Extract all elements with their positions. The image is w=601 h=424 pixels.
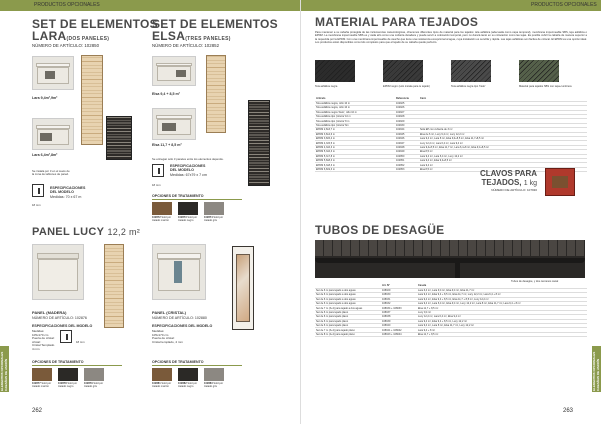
- lucy-madera-article: NÚMERO DE ARTÍCULO: 102876: [32, 316, 87, 320]
- side-tab-line: OPCIONALES: [591, 351, 596, 372]
- treatment-swatch: [178, 202, 198, 215]
- lucy-cristal-panel: [232, 246, 254, 330]
- col-header: Artículo: [315, 97, 395, 101]
- table-cell: 102949: [395, 150, 419, 154]
- table-cell: Tela asfáltica negra, rollo 10 m: [315, 101, 395, 105]
- side-tab: [592, 346, 601, 392]
- lucy-cristal-article: NÚMERO DE ARTÍCULO: 102880: [152, 316, 207, 320]
- lara-img2-label: Lara 6,4m²,8m²: [32, 153, 58, 157]
- side-tab-line: CABAÑAS: [3, 376, 8, 391]
- lucy-madera-panel: [104, 244, 124, 328]
- tubos-title: TUBOS DE DESAGÜE: [315, 223, 445, 237]
- swatch-code: 102882: [178, 382, 187, 385]
- table-cell: 102951: [395, 158, 419, 162]
- gutter-image: [315, 240, 585, 278]
- table-cell: EPDM 5,3x7,8 m: [315, 154, 395, 158]
- spec-line: 105x170 cm: [152, 332, 169, 337]
- table-cell: Lucy 12,2 m², Lara 6,4 m², Lara 9,4 m²: [419, 141, 587, 145]
- table-cell: 102926: [395, 106, 419, 110]
- table-cell: 102929: [395, 119, 419, 123]
- col-header: Referencia: [395, 97, 419, 101]
- table-cell: 108038: [381, 315, 417, 319]
- swatch-code: 102883: [204, 382, 213, 385]
- table-cell: 108029: [381, 288, 417, 292]
- elsa-title: [152, 18, 278, 45]
- table-cell: Lara 9,4 m², Lara 6,4 m², Lucy 12,2 m²: [419, 154, 587, 158]
- spec-line: cristal:: [32, 339, 41, 344]
- table-cell: Lara 9,4 m², Lara 8 m², Elsa 9,4+8,5 m², Elsa 11,7+8,5 m²: [419, 137, 587, 141]
- clavos-block: [457, 170, 537, 192]
- spec-line: Medidas:: [152, 329, 165, 333]
- lucy-options-title-2: OPCIONES DE TRATAMIENTO: [152, 360, 204, 364]
- clavos-title-1: CLAVOS PARA: [479, 169, 537, 178]
- elsa-article: NÚMERO DE ARTÍCULO: 102852: [152, 43, 220, 48]
- lara-note: Se instala por 3 en el suelo de la zona de tablones de pared.: [32, 169, 70, 177]
- lucy-cristal-title: PANEL (CRISTAL): [152, 310, 186, 315]
- lucy-madera-specs: [32, 330, 62, 352]
- table-cell: Set de 6 m para tejado a dos aguas: [315, 302, 381, 306]
- elsa-spec-value: Medidas: 67x79 x 7 cm: [170, 173, 207, 177]
- elsa-spec-title: ESPECIFICACIONES DEL MODELO: [170, 164, 206, 173]
- side-tab-line: CABAÑAS: [595, 376, 600, 391]
- elsa-img2-label: Elsa 11,7 + 8,5 m²: [152, 143, 182, 147]
- roof-material-swatch: [315, 60, 355, 82]
- roof-swatch-label: Material para tejados SBS con tapa-cumbrera: [519, 85, 572, 88]
- swatch-code: 102881: [152, 382, 161, 385]
- roof-material-swatch: [383, 60, 423, 82]
- lara-spec-title: ESPECIFICACIONES DEL MODELO: [50, 186, 86, 195]
- table-cell: Elsa de 6 m², Lucy 9,4 m², Lucy 12,2 m²: [419, 132, 587, 136]
- table-cell: Set de 6 m para tejado a dos aguas: [315, 297, 381, 301]
- table-cell: Lara 9,4 m², Lara 6,4 m², Elsa 9,4 m², Lucy 12,2 m², Lara 8 m², Elsa 11,7 m², Lara 9,4 + 8 m²: [417, 302, 587, 306]
- table-cell: 102953: [395, 167, 419, 171]
- panel-profile-icon: [152, 164, 164, 177]
- table-cell: Lara 6,4 m², Lara 9,4 m², Elsa 9,4 m², Elsa 11,7 m²: [417, 288, 587, 292]
- table-cell: 108031: [381, 297, 417, 301]
- table-cell: Lara 9,4 m², Lara 8 m², Elsa 11,7 m², Lucy 12,2 m²: [417, 324, 587, 328]
- roof-swatch-label: Tela asfáltica negra: [315, 85, 338, 88]
- swatch-code: 102874: [204, 216, 213, 219]
- table-cell: 102952: [395, 163, 419, 167]
- swatch-text: Sold por tratado negro: [178, 216, 198, 222]
- nail-box-image: [545, 168, 575, 196]
- table-cell: 102925: [395, 101, 419, 105]
- table-cell: Tela asfáltica tipo 'pizarra' 6m: [315, 123, 395, 127]
- table-cell: EPDM 4,3x6,3 m: [315, 145, 395, 149]
- elsa-dim: 18 mm: [152, 183, 161, 187]
- treatment-swatch: [152, 368, 172, 381]
- page-number: 262: [32, 408, 43, 414]
- roof-swatch-label: EPDM negro (solo instala para tu tejado): [383, 85, 430, 88]
- spec-line: 4 mm: [32, 346, 40, 351]
- lara-title: [32, 18, 158, 45]
- panel-profile-icon: [32, 184, 44, 197]
- swatch-text: Sold por tratado negro: [178, 382, 198, 388]
- elsa-img1-label: Elsa 9,4 + 8,5 m²: [152, 92, 180, 96]
- table-cell: EPDM 6,8x9,3 m: [315, 167, 395, 171]
- left-page: [0, 0, 300, 424]
- side-tab-line: OPCIONALES: [0, 351, 4, 372]
- swatch-code: 102877: [32, 382, 41, 385]
- swatch-text: Sold por tratado gris: [204, 382, 224, 388]
- spec-line: Cristal templado, 4 mm: [152, 339, 183, 344]
- swatch-label: [152, 216, 174, 222]
- table-cell: EPDM 3,8x5,4 m: [315, 137, 395, 141]
- table-cell: Lucy 12,2 m², Lara 6,4 m², Elsa 9,4 m²: [417, 315, 587, 319]
- table-cell: Tela asfáltica tipo 'pizarra' 8 m: [315, 119, 395, 123]
- lucy-madera-image: [32, 244, 84, 300]
- lucy-spec-title: ESPECIFICACIONES DEL MODELO: [32, 324, 93, 328]
- lara-house-image-2: [32, 118, 74, 150]
- roof-material-swatch: [519, 60, 559, 82]
- swatch-code: 102878: [58, 382, 67, 385]
- lucy-dim: 18 mm: [76, 340, 85, 344]
- table-cell: EPDM 5,8x8,3 m: [315, 158, 395, 162]
- treatment-swatch: [178, 368, 198, 381]
- table-cell: Set de 7 m (3+4) para tejado a dos aguas: [315, 306, 381, 310]
- table-cell: Elsa 11,7 + 8,5 m²: [417, 306, 587, 310]
- table-cell: Tela asfáltica negra 'hielo', rollo 10 m: [315, 110, 395, 114]
- right-page: [300, 0, 600, 424]
- roofing-table: [315, 97, 587, 172]
- material-intro: Para mantener a su cabaña protegida de las inclemencias meteorológicas, ofrecemos diferentes tipos de material para los tejados: tela asfáltica (adecuada como capa temporal), membrana impermeable SBS, teja asfáltica o EPDM. La membrana impermeable SBS es y cada año como una cubierta duradera y puede servir a colocación temporal, pero no durará tanto en su colocación como las tejas. Es posible cubrir la cabaña de manera superior a la requerida por la EPDM. Con una membrana impermeable de caucho que tiene una resistencia excepcional al agua, cuya instalación es sencilla y rápida. Las tejas asfálticas son fáciles de colocar. El EPDM es una opción ideal. Los productos están disponibles como kits completos para que el tejado de su cabaña quede perfecto.: [315, 31, 587, 44]
- tubos-caption: Tubos de desagüe, y dos cercanos canal: [511, 280, 559, 283]
- lara-panel-image: [81, 55, 103, 145]
- table-cell: Elsa 8,5 m²: [419, 150, 587, 154]
- col-header: Caseta: [417, 284, 587, 288]
- table-cell: EPDM 5,3x6,3 m: [315, 150, 395, 154]
- table-cell: 102945: [395, 132, 419, 136]
- table-cell: Set de 8 m (4+4) para tejado plano: [315, 332, 381, 336]
- swatch-label: [152, 382, 174, 388]
- lucy-title: [32, 226, 140, 238]
- swatch-code: 102872: [152, 216, 161, 219]
- swatch-code: 102879: [84, 382, 93, 385]
- elsa-subtitle: (TRES PANELES): [185, 36, 231, 42]
- side-tab-line: ELEMENTOS: [0, 372, 4, 391]
- lara-title-line2: LARA: [32, 29, 67, 43]
- table-cell: 102946: [395, 137, 419, 141]
- clavos-title-2: TEJADOS,: [481, 177, 522, 187]
- swatch-text: Sold por tratado negro: [58, 382, 78, 388]
- lara-house-image: [32, 56, 74, 90]
- table-cell: 108030: [381, 293, 417, 297]
- elsa-panel-image: [206, 55, 226, 133]
- col-header: Art. Nº: [381, 284, 417, 288]
- treatment-swatch: [204, 202, 224, 215]
- table-cell: Set de 7 m (3+4) para tejado plano: [315, 328, 381, 332]
- table-cell: Set de 6 m para tejado plano: [315, 319, 381, 323]
- swatch-label: [204, 382, 226, 388]
- elsa-title-line2: ELSA: [152, 29, 186, 43]
- table-cell: Lara 9,4 m², Elsa 9,4 + 8,5 m², Lucy 12,2 m²: [417, 319, 587, 323]
- table-cell: Lucy 9,4 m²: [417, 310, 587, 314]
- table-cell: EPDM 4,3x5,5 m: [315, 141, 395, 145]
- swatch-label: [84, 382, 106, 388]
- lara-img1-label: Lara 9,4m²,9m²: [32, 96, 58, 100]
- elsa-title-line1: SET DE ELEMENTOS: [152, 17, 278, 31]
- side-tab-line: ELEMENTOS: [591, 372, 596, 391]
- swatch-text: Sold por tratado marrón: [32, 382, 52, 388]
- table-cell: Lara 9,4 m², Elsa 9,4+8,5 m²: [419, 158, 587, 162]
- table-cell: 102928: [395, 115, 419, 119]
- table-cell: 102947: [395, 141, 419, 145]
- table-cell: Set de 6 m para tejado plano: [315, 315, 381, 319]
- lara-dim: 18 mm: [32, 203, 41, 207]
- table-cell: 108034 + 108033: [381, 306, 417, 310]
- elsa-options-title: OPCIONES DE TRATAMIENTO: [152, 194, 204, 198]
- table-cell: Lara 9,4+8,5 m², Elsa 11,7 m², Lara 6,4+8 m², Elsa 9,4+8,5 m²: [419, 145, 587, 149]
- table-cell: 102944: [395, 128, 419, 132]
- lucy-title-text: PANEL LUCY: [32, 226, 105, 238]
- page-number: 263: [563, 408, 574, 414]
- lara-article: NÚMERO DE ARTÍCULO: 102850: [32, 43, 100, 48]
- table-cell: 108039: [381, 319, 417, 323]
- spec-line: 105x170 cm: [32, 332, 49, 337]
- table-cell: Set de 6 m para tejado plano: [315, 310, 381, 314]
- treatment-swatch: [58, 368, 78, 381]
- table-row: [315, 332, 587, 336]
- lara-panel-dark-image: [106, 116, 132, 160]
- table-cell: Lara 9,4 m², Elsa 9,4 + 8,5 m², Elsa 11,7 m², Lucy 12,2 m², Lara 6,4 + 8 m²: [417, 293, 587, 297]
- treatment-swatch: [152, 202, 172, 215]
- col-header: Cant.: [419, 97, 587, 101]
- lara-spec-value: Medidas: 70 x 67 m: [50, 195, 82, 199]
- swatch-text: Sold por tratado gris: [84, 382, 104, 388]
- side-tab-line: DE JARDÍN: [3, 358, 8, 376]
- table-cell: 102950: [395, 154, 419, 158]
- table-cell: EPDM 3,8x4,6 m: [315, 132, 395, 136]
- clavos-weight: 1 kg: [523, 179, 537, 187]
- header-text: PRODUCTOS OPCIONALES: [34, 2, 100, 8]
- table-cell: EPDM 6,3x8,3 m: [315, 163, 395, 167]
- spec-line: Medidas:: [32, 329, 45, 333]
- roof-material-swatch: [451, 60, 491, 82]
- table-cell: 102927: [395, 110, 419, 114]
- clavos-title: [457, 179, 537, 189]
- table-cell: 102948: [395, 145, 419, 149]
- table-cell: 108043 + 108044: [381, 332, 417, 336]
- spec-line: Cristal Templado: [32, 343, 55, 348]
- panel-profile-icon: [60, 330, 72, 343]
- table-cell: Set de 6 m para tejado a dos aguas: [315, 288, 381, 292]
- table-cell: 102930: [395, 123, 419, 127]
- lara-title-line1: SET DE ELEMENTOS: [32, 17, 158, 31]
- table-cell: Elsa 8,5 m²: [419, 167, 587, 171]
- side-tab-line: DE JARDÍN: [595, 358, 600, 376]
- swatch-text: Sold por tratado gris: [204, 216, 224, 222]
- table-cell: Lara 9,4 + 8 m²: [417, 328, 587, 332]
- roof-swatch-label: Tela asfáltica negra tipo 'hielo': [451, 85, 486, 88]
- lucy-options-title: OPCIONES DE TRATAMIENTO: [32, 360, 84, 364]
- table-cell: Sola EP con cubierta de 3 m²: [419, 128, 587, 132]
- lucy-madera-title: PANEL (MADERA): [32, 310, 67, 315]
- table-cell: Tela asfáltica tipo 'pizarra' 10 m: [315, 115, 395, 119]
- table-cell: Tela asfáltica negra, rollo 10 m: [315, 106, 395, 110]
- swatch-label: [58, 382, 80, 388]
- lucy-cristal-image: [152, 244, 206, 300]
- swatch-label: [178, 216, 200, 222]
- table-cell: 108032: [381, 302, 417, 306]
- swatch-label: [32, 382, 54, 388]
- table-cell: 108037: [381, 310, 417, 314]
- table-cell: Set de 6 m para tejado a dos aguas: [315, 293, 381, 297]
- elsa-house-image-2: [152, 108, 196, 140]
- lucy-cristal-specs: [152, 330, 212, 344]
- side-tab: [0, 346, 9, 392]
- table-cell: 108040: [381, 324, 417, 328]
- lucy-spec-title-2: ESPECIFICACIONES DEL MODELO: [152, 324, 213, 328]
- treatment-swatch: [32, 368, 52, 381]
- elsa-panel-dark-image: [248, 100, 270, 186]
- treatment-swatch: [204, 368, 224, 381]
- treatment-swatch: [84, 368, 104, 381]
- table-cell: Set de 6 m para tejado plano: [315, 324, 381, 328]
- clavos-article: NÚMERO DE ARTÍCULO: 107930: [491, 188, 537, 192]
- table-cell: 108041 + 108042: [381, 328, 417, 332]
- material-title: MATERIAL PARA TEJADOS: [315, 15, 479, 29]
- table-cell: Lara 9,4 m², Elsa 9,4 + 8,5 m², Elsa 11,7 + 8,5 m², Lucy 12,2 m²: [417, 297, 587, 301]
- lucy-size: 12,2 m²: [107, 227, 141, 237]
- elsa-note: Se entregan sólo 3 paneles entre los elementos depende.: [152, 157, 224, 161]
- spec-line: Puerta de cristal:: [152, 336, 175, 341]
- table-cell: EPDM 2,8x3,7 m: [315, 128, 395, 132]
- table-cell: Lara 9,4 m²: [419, 163, 587, 167]
- gutter-table: [315, 284, 587, 337]
- swatch-text: Sold por tratado marrón: [152, 382, 172, 388]
- lara-subtitle: (DOS PANELES): [66, 36, 110, 42]
- swatch-label: [204, 216, 226, 222]
- header-text: PRODUCTOS OPCIONALES: [531, 2, 597, 8]
- elsa-house-image: [152, 56, 196, 86]
- swatch-label: [178, 382, 200, 388]
- spec-line: Puerta de cristal:: [32, 336, 55, 341]
- swatch-text: Sold por tratado marrón: [152, 216, 172, 222]
- swatch-code: 102873: [178, 216, 187, 219]
- table-cell: Elsa 11,7 + 8,5 m²: [417, 332, 587, 336]
